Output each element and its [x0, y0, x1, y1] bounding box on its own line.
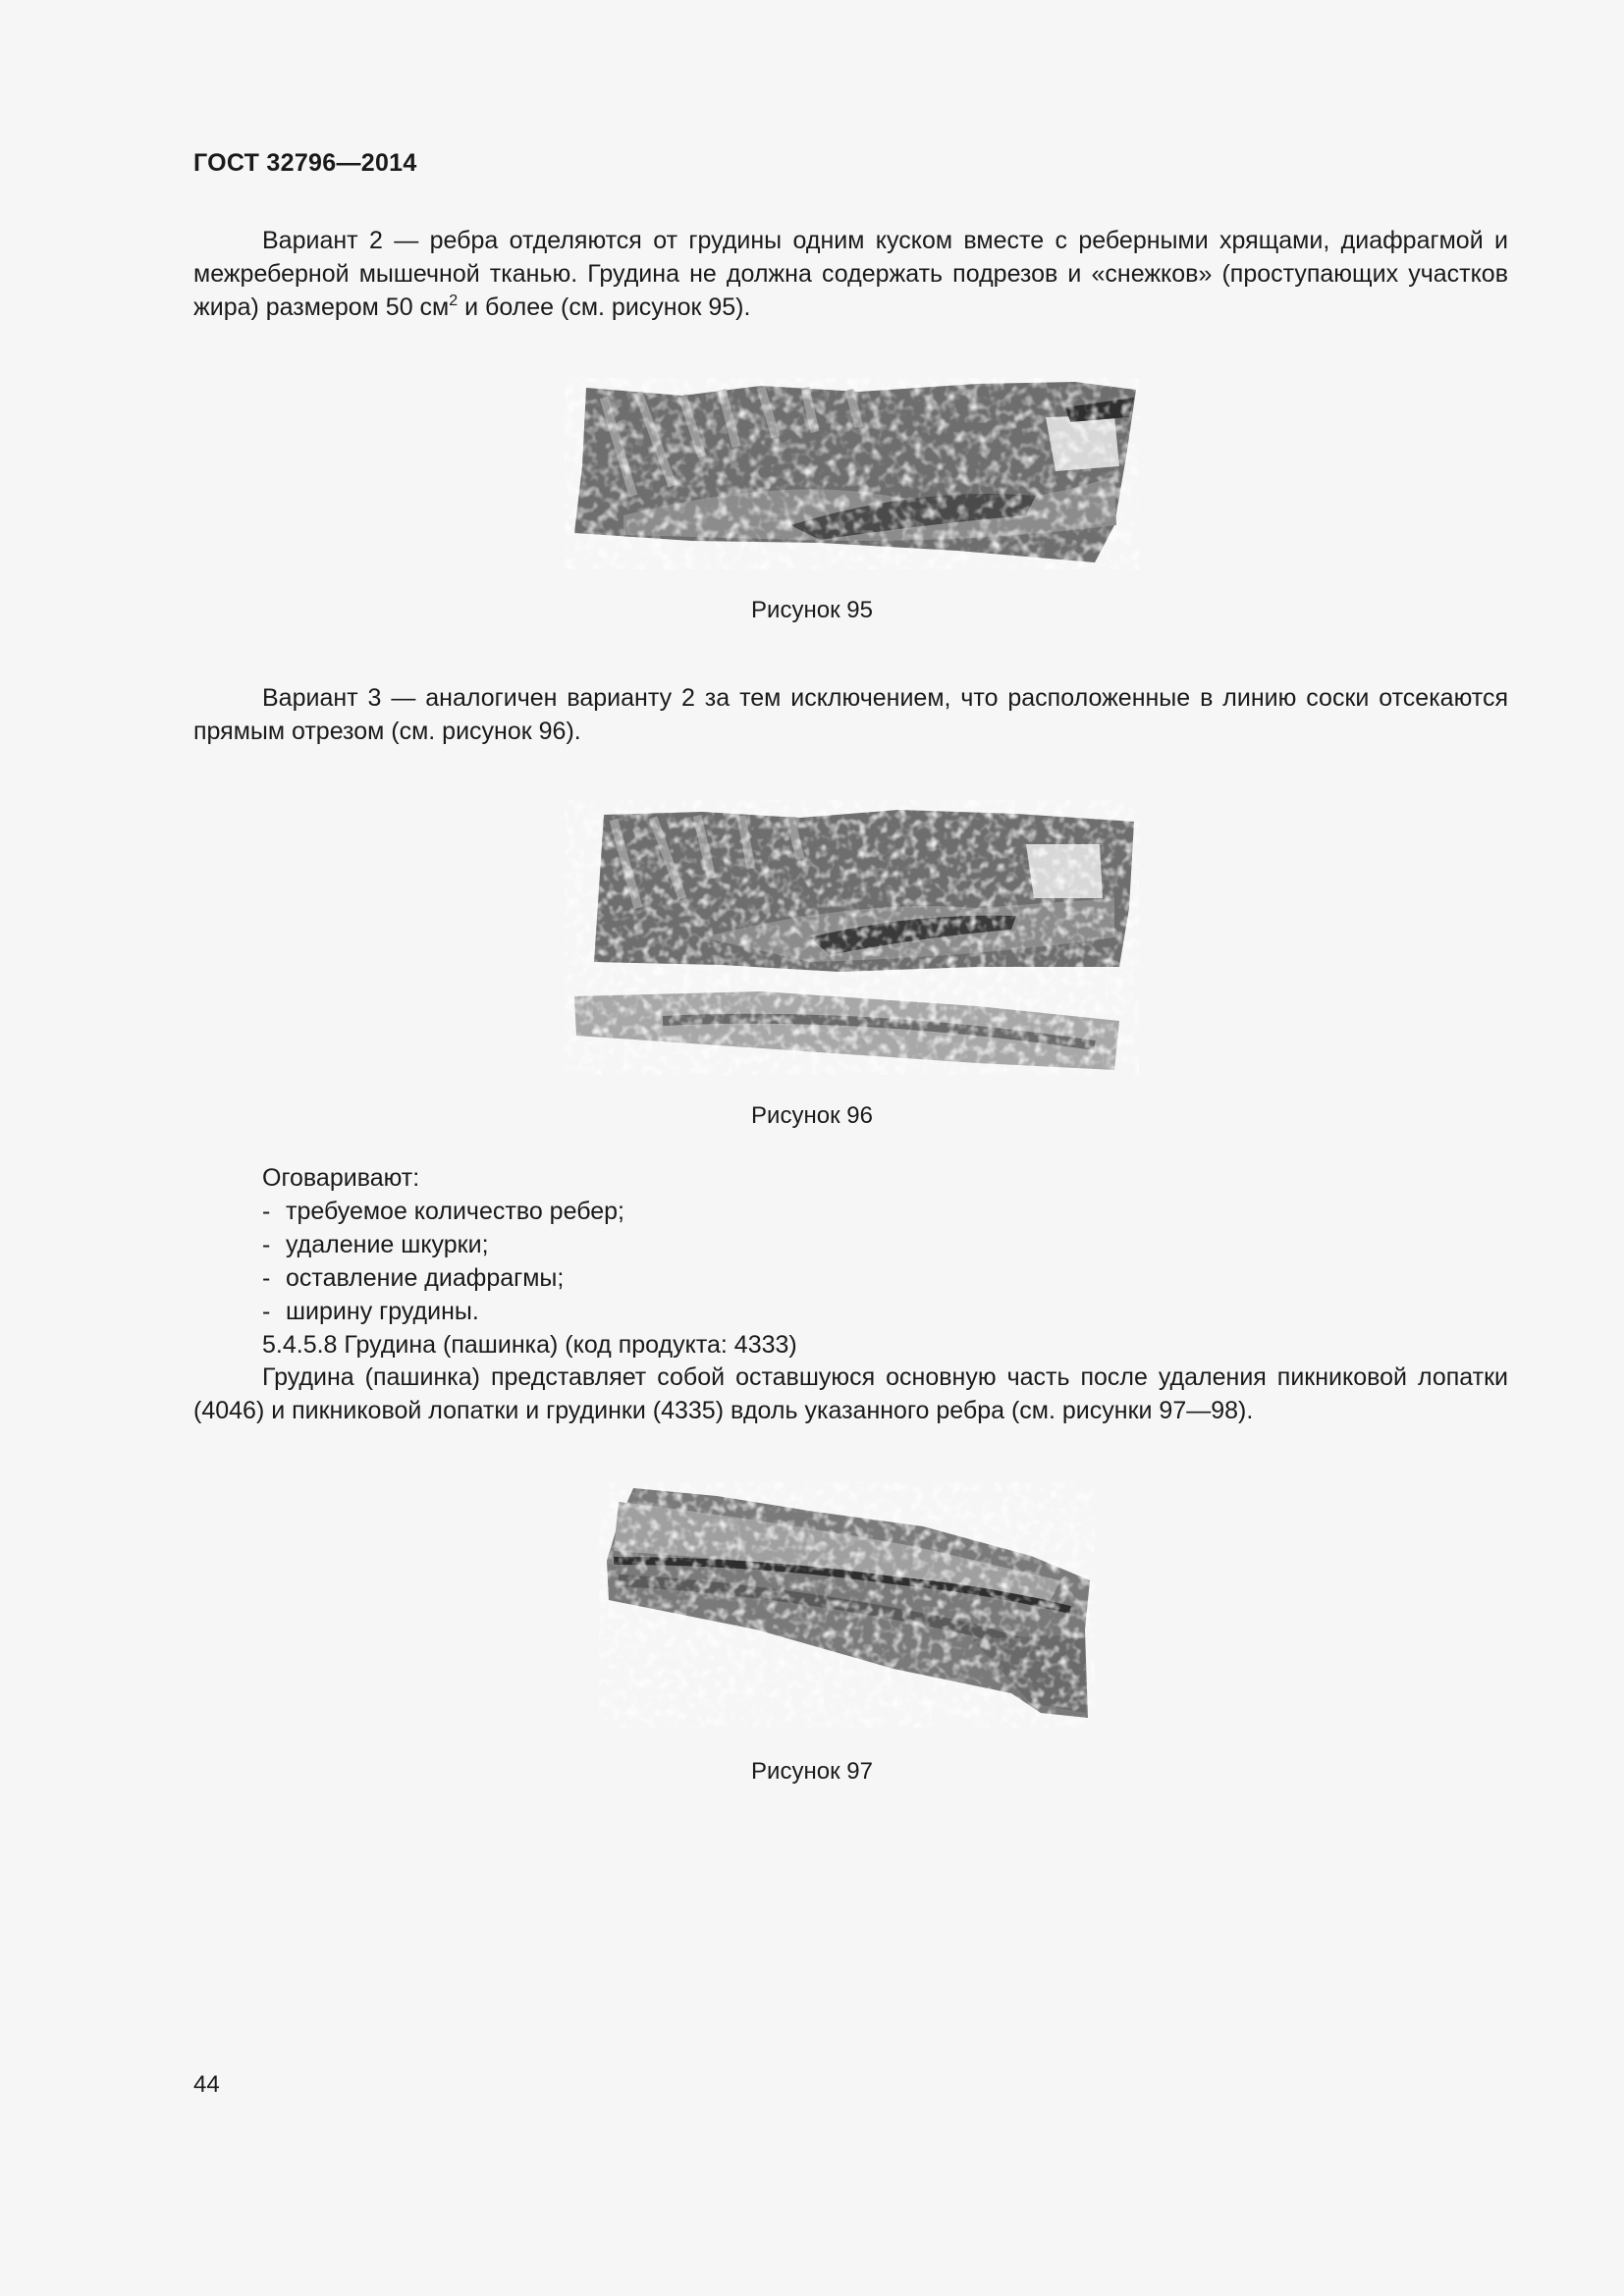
list-item: - оставление диафрагмы;	[262, 1264, 565, 1292]
figure-96-caption: Рисунок 96	[751, 1102, 873, 1129]
paragraph-brisket-text: Грудина (пашинка) представляет собой оставшуюся основную часть после удаления пикниковой лопатки (4046) и пикниковой лопатки и грудинки (4335) вдоль указанного ребра (см. рисунки 97—98).	[193, 1363, 1508, 1424]
figure-95-caption: Рисунок 95	[751, 597, 873, 623]
paragraph-variant-2-text: Вариант 2 — ребра отделяются от грудины одним куском вместе с реберными хрящами, диафрагмой и межреберной мышечной тканью. Грудина не должна содержать подрезов и «снежков» (проступающих участков жира) размером 50 см	[193, 227, 1508, 321]
agreed-intro: Оговаривают:	[262, 1164, 420, 1192]
superscript-2: 2	[449, 293, 459, 309]
paragraph-variant-3-text: Вариант 3 — аналогичен варианту 2 за тем исключением, что расположенные в линию соски отсекаются прямым отрезом (см. рисунок 96).	[193, 684, 1508, 745]
agreed-list	[262, 1161, 1509, 1362]
paragraph-variant-2-tail: и более (см. рисунок 95).	[458, 294, 751, 321]
figure-97-caption: Рисунок 97	[751, 1758, 873, 1785]
page-number: 44	[193, 2071, 220, 2098]
paragraph-variant-2	[193, 224, 1508, 324]
paragraph-variant-3	[193, 681, 1508, 748]
paragraph-brisket	[193, 1361, 1508, 1427]
figure-97-image	[599, 1482, 1095, 1728]
standard-header: ГОСТ 32796—2014	[193, 149, 417, 177]
list-item: - удаление шкурки;	[262, 1231, 489, 1258]
section-title: 5.4.5.8 Грудина (пашинка) (код продукта: 4333)	[262, 1331, 797, 1359]
list-item: - ширину грудины.	[262, 1298, 479, 1325]
figure-95-image	[565, 378, 1139, 569]
list-item: - требуемое количество ребер;	[262, 1198, 624, 1225]
figure-96-image	[565, 800, 1139, 1075]
